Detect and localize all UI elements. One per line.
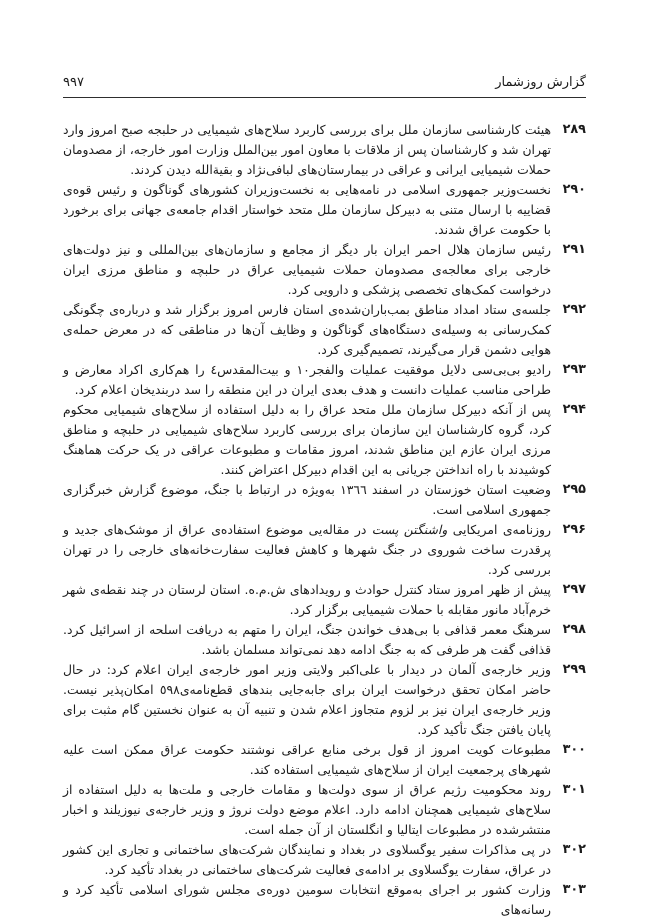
entry-number: ۳۰۰ [562,742,586,757]
chronicle-entry [63,520,586,580]
running-head-title: گزارش روزشمار [495,75,586,90]
entry-number: ۲۹۴ [562,402,586,417]
chronicle-entry [63,580,586,620]
entry-number: ۳۰۱ [562,782,586,797]
entry-text: رئیس سازمان هلال احمر ایران بار دیگر از مجامع و سازمان‌های بین‌المللی و نیز دولت‌های خارجی برای معالجه‌ی مصدومان حملات شیمیایی عراق در حلبچه و مناطق مرزی ایران درخواست کمک‌های تخصصی پزشکی و دارویی کرد. [63,242,551,297]
entry-text [63,522,551,577]
chronicle-entry [63,660,586,740]
chronicle-entry [63,880,586,920]
entry-text: وزیر خارجه‌ی آلمان در دیدار با علی‌اکبر ولایتی وزیر امور خارجه‌ی ایران اعلام کرد: در حال حاضر امکان تحقق درخواست ایران برای جابه‌جایی بندهای قطع‌نامه‌ی٥٩٨ امکان‌پذیر نیست. وزیر خارجه‌ی ایران نیز بر لزوم متجاوز اعلام شدن و تنبیه آن به عنوان نخستین گام مثبت برای پایان یافتن جنگ تأکید کرد. [63,662,551,737]
running-head [63,74,586,92]
entry-text: رادیو بی‌بی‌سی دلایل موفقیت عملیات والفجر۱۰ و بیت‌المقدس٤ را هم‌کاری اکراد معارض و طراحی مناسب عملیات دانست و هدف بعدی ایران در این منطقه را سد دربندیخان اعلام کرد. [63,362,551,397]
entry-text: هیئت کارشناسی سازمان ملل برای بررسی کاربرد سلاح‌های شیمیایی در حلبجه صبح امروز وارد تهران شد و کارشناسان پس از ملاقات با معاون امور بین‌الملل وزارت امور خارجه، از مصدومان حملات شیمیایی ایرانی و عراقی در بیمارستان‌های لبافی‌نژاد و بقیةالله دیدن کردند. [63,122,551,177]
entry-number: ۲۹۵ [562,482,586,497]
chronicle-entry [63,300,586,360]
entry-number: ۲۹۳ [562,362,586,377]
entry-text: پس از آنکه دبیرکل سازمان ملل متحد عراق را به دلیل استفاده از سلاح‌های شیمیایی محکوم کرد، گروه کارشناسان این سازمان برای بررسی کاربرد سلاح‌های شیمیایی در حلبچه و مناطق مرزی ایران عازم این مناطق شدند، امروز مقامات و مطبوعات عراقی در یک حرکت هماهنگ کوشیدند با راه انداختن جریانی به این اقدام دبیرکل اعتراض کنند. [63,402,551,477]
entry-text: وضعیت استان خوزستان در اسفند ۱۳٦٦ به‌ویژه در ارتباط با جنگ، موضوع گزارش خبرگزاری جمهوری اسلامی است. [63,482,551,517]
chronicle-entry [63,840,586,880]
chronicle-entry [63,740,586,780]
entry-number: ۲۹۶ [562,522,586,537]
header-rule [63,97,586,98]
entry-text-run: در مقاله‌یی موضوع استفاده‌ی عراق از موشک‌های جدید و پرقدرت ساخت شوروی در جنگ شهرها و کاهش فعالیت سفارت‌خانه‌های خارجی را در تهران بررسی کرد. [63,522,551,577]
entry-text-run: روزنامه‌ی امریکایی [447,522,551,537]
entries-list [63,120,586,920]
entry-number: ۲۸۹ [562,122,586,137]
entry-number: ۲۹۹ [562,662,586,677]
page-number: ۹۹۷ [63,75,84,90]
entry-number: ۲۹۰ [562,182,586,197]
entry-text: در پی مذاکرات سفیر یوگسلاوی در بغداد و نمایندگان شرکت‌های ساختمانی و تجاری این کشور در عراق، سفارت یوگسلاوی بر ادامه‌ی فعالیت شرکت‌های ساختمانی در بغداد تأکید کرد. [63,842,551,877]
entry-number: ۲۹۸ [562,622,586,637]
chronicle-entry [63,180,586,240]
entry-number: ۲۹۲ [562,302,586,317]
chronicle-entry [63,360,586,400]
entry-number: ۲۹۷ [562,582,586,597]
entry-text: جلسه‌ی ستاد امداد مناطق بمب‌باران‌شده‌ی استان فارس امروز برگزار شد و درباره‌ی چگونگی کمک‌رسانی به وسیله‌ی دستگاه‌های گوناگون و وظایف آن‌ها در مناطقی که در معرض حمله‌ی هوایی دشمن قرار می‌گیرند، تصمیم‌گیری کرد. [63,302,551,357]
chronicle-entry [63,240,586,300]
entry-number: ۲۹۱ [562,242,586,257]
entry-number: ۳۰۲ [562,842,586,857]
entry-text: نخست‌وزیر جمهوری اسلامی در نامه‌هایی به نخست‌وزیران کشورهای گوناگون و رئیس قوه‌ی قضاییه با ارسال متنی به دبیرکل سازمان ملل متحد خواستار اقدام جامعه‌ی جهانی برای برخورد با حکومت عراق شدند. [63,182,551,237]
entry-text: وزارت کشور بر اجرای به‌موقع انتخابات سومین دوره‌ی مجلس شورای اسلامی تأکید کرد و رسانه‌های [63,882,551,917]
entry-text: پیش از ظهر امروز ستاد کنترل حوادث و رویدادهای ش.م.ه. استان لرستان در چند نقطه‌ی شهر خرم‌آباد مانور مقابله با حملات شیمیایی برگزار کرد. [63,582,551,617]
entry-text: سرهنگ معمر قذافی با بی‌هدف خواندن جنگ، ایران را متهم به دریافت اسلحه از اسرائیل کرد. قذافی گفت هر طرفی که به جنگ ادامه دهد نمی‌تواند مسلمان باشد. [63,622,551,657]
chronicle-entry [63,400,586,480]
entry-text: روند محکومیت رژیم عراق از سوی دولت‌ها و مقامات خارجی و ملت‌ها به دلیل استفاده از سلاح‌های شیمیایی همچنان ادامه دارد. اعلام موضع دولت نروژ و وزیر خارجه‌ی نیوزیلند و اخبار منتشرشده در مطبوعات ایتالیا و انگلستان از آن جمله است. [63,782,551,837]
entry-number: ۳۰۳ [562,882,586,897]
chronicle-entry [63,620,586,660]
entry-text: مطبوعات کویت امروز از قول برخی منابع عراقی نوشتند حکومت عراق ممکن است علیه شهرهای پرجمعیت ایران از سلاح‌های شیمیایی استفاده کند. [63,742,551,777]
chronicle-entry [63,480,586,520]
newspaper-name: واشنگتن پست [371,522,448,537]
chronicle-entry [63,780,586,840]
chronicle-entry [63,120,586,180]
